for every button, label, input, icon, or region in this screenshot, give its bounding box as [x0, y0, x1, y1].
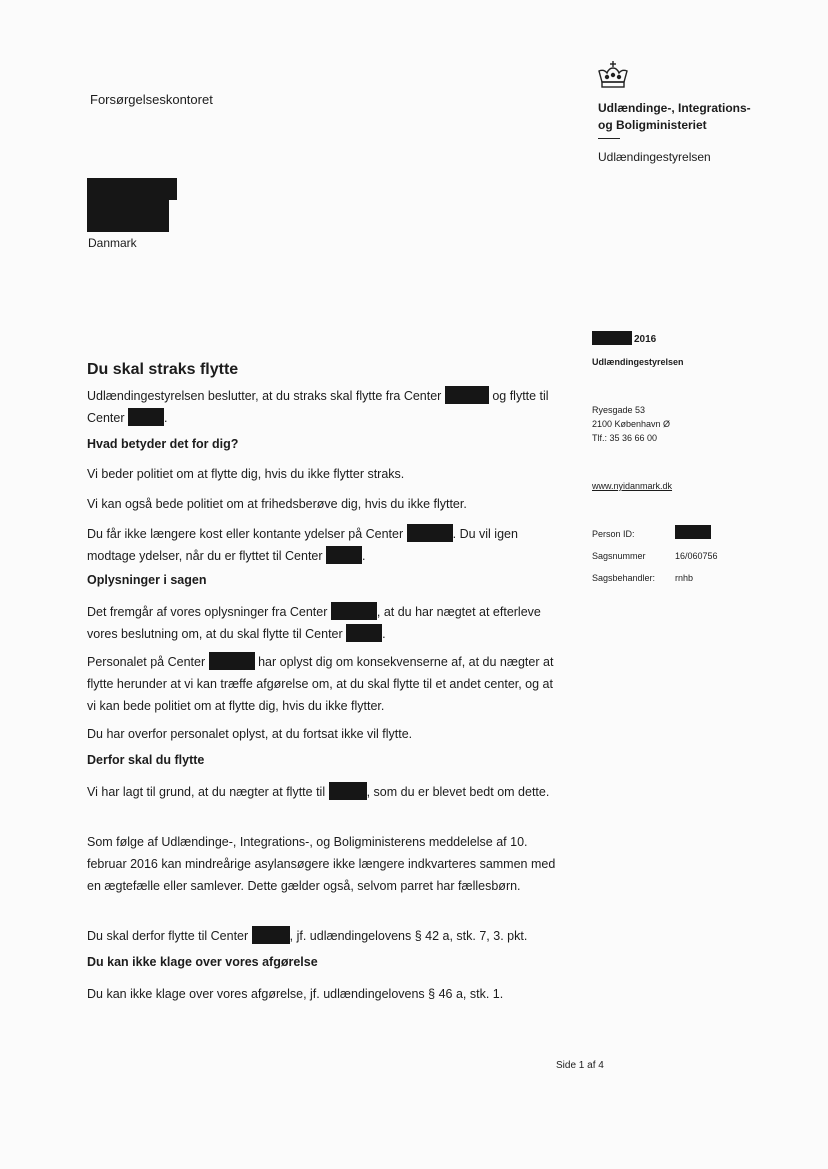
case-number-label: Sagsnummer	[592, 551, 646, 561]
crown-icon	[596, 60, 630, 90]
redacted-center	[329, 782, 367, 800]
redacted-center	[331, 602, 377, 620]
paragraph-police-move: Vi beder politiet om at flytte dig, hvis du ikke flytter straks.	[87, 467, 405, 481]
paragraph-grounds: Vi har lagt til grund, at du nægter at flytte til , som du er blevet bedt om dette.	[87, 781, 557, 803]
redacted-center	[445, 386, 489, 404]
paragraph-no-appeal: Du kan ikke klage over vores afgørelse, jf. udlændingelovens § 46 a, stk. 1.	[87, 987, 504, 1001]
address-street: Ryesgade 53	[592, 405, 646, 415]
caseworker-label: Sagsbehandler:	[592, 573, 656, 583]
heading-case-info: Oplysninger i sagen	[87, 573, 207, 587]
sidebar-agency: Udlændingestyrelsen	[592, 357, 684, 367]
case-number-row	[592, 551, 718, 561]
paragraph-benefits: Du får ikke længere kost eller kontante ydelser på Center . Du vil igen modtage ydelser, når du er flyttet til Center .	[87, 523, 557, 567]
paragraph-still-refuses: Du har overfor personalet oplyst, at du fortsat ikke vil flytte.	[87, 727, 413, 741]
header-divider	[598, 138, 620, 139]
letter-date: 2016	[592, 331, 656, 345]
heading-reason: Derfor skal du flytte	[87, 753, 205, 767]
redacted-recipient-name	[87, 178, 177, 200]
paragraph-staff-informed: Personalet på Center har oplyst dig om konsekvenserne af, at du nægter at flytte herunder at vi kan træffe afgørelse om, at du skal flytte til et andet center, og at vi kan bede politiet om at flytte dig, hvis du ikke flytter.	[87, 651, 557, 717]
redacted-center	[252, 926, 290, 944]
redacted-center	[326, 546, 362, 564]
redacted-center	[128, 408, 164, 426]
agency-address	[592, 403, 670, 445]
letter-title: Du skal straks flytte	[87, 361, 239, 378]
page-number: Side 1 af 4	[556, 1060, 604, 1071]
redacted-recipient-address	[87, 198, 169, 232]
ministry-name	[598, 100, 751, 134]
recipient-country: Danmark	[88, 236, 137, 250]
redacted-person-id	[675, 525, 711, 539]
heading-no-appeal: Du kan ikke klage over vores afgørelse	[87, 955, 318, 969]
paragraph-decision: Udlændingestyrelsen beslutter, at du straks skal flytte fra Center og flytte til Center .	[87, 385, 557, 429]
address-city: 2100 København Ø	[592, 419, 671, 429]
caseworker-row	[592, 573, 694, 583]
person-id-value	[675, 525, 711, 539]
redacted-center	[209, 652, 255, 670]
agency-name: Udlændingestyrelsen	[598, 150, 711, 164]
case-number-value: 16/060756	[675, 551, 718, 561]
redacted-center	[346, 624, 382, 642]
person-id-label: Person ID:	[592, 529, 635, 539]
sender-office: Forsørgelseskontoret	[90, 92, 213, 107]
redacted-date	[592, 331, 632, 345]
person-id-row	[592, 529, 635, 539]
redacted-center	[407, 524, 453, 542]
caseworker-value: rnhb	[675, 573, 694, 583]
ministry-line-1: Udlændinge-, Integrations-	[598, 101, 751, 115]
paragraph-legal-basis: Du skal derfor flytte til Center , jf. udlændingelovens § 42 a, stk. 7, 3. pkt.	[87, 925, 557, 947]
website-link[interactable]: www.nyidanmark.dk	[592, 481, 673, 491]
phone-number: Tlf.: 35 36 66 00	[592, 433, 658, 443]
ministry-line-2: og Boligministeriet	[598, 118, 707, 132]
paragraph-refusal: Det fremgår af vores oplysninger fra Center , at du har nægtet at efterleve vores beslutning om, at du skal flytte til Center .	[87, 601, 557, 645]
heading-meaning: Hvad betyder det for dig?	[87, 437, 239, 451]
paragraph-police-detain: Vi kan også bede politiet om at frihedsberøve dig, hvis du ikke flytter.	[87, 497, 467, 511]
paragraph-ministerial-notice: Som følge af Udlændinge-, Integrations-, og Boligministerens meddelelse af 10. februar 2016 kan mindreårige asylansøgere ikke længere indkvarteres sammen med en ægtefælle eller samlever. Dette gælder også, selvom parret har fællesbørn.	[87, 835, 556, 893]
